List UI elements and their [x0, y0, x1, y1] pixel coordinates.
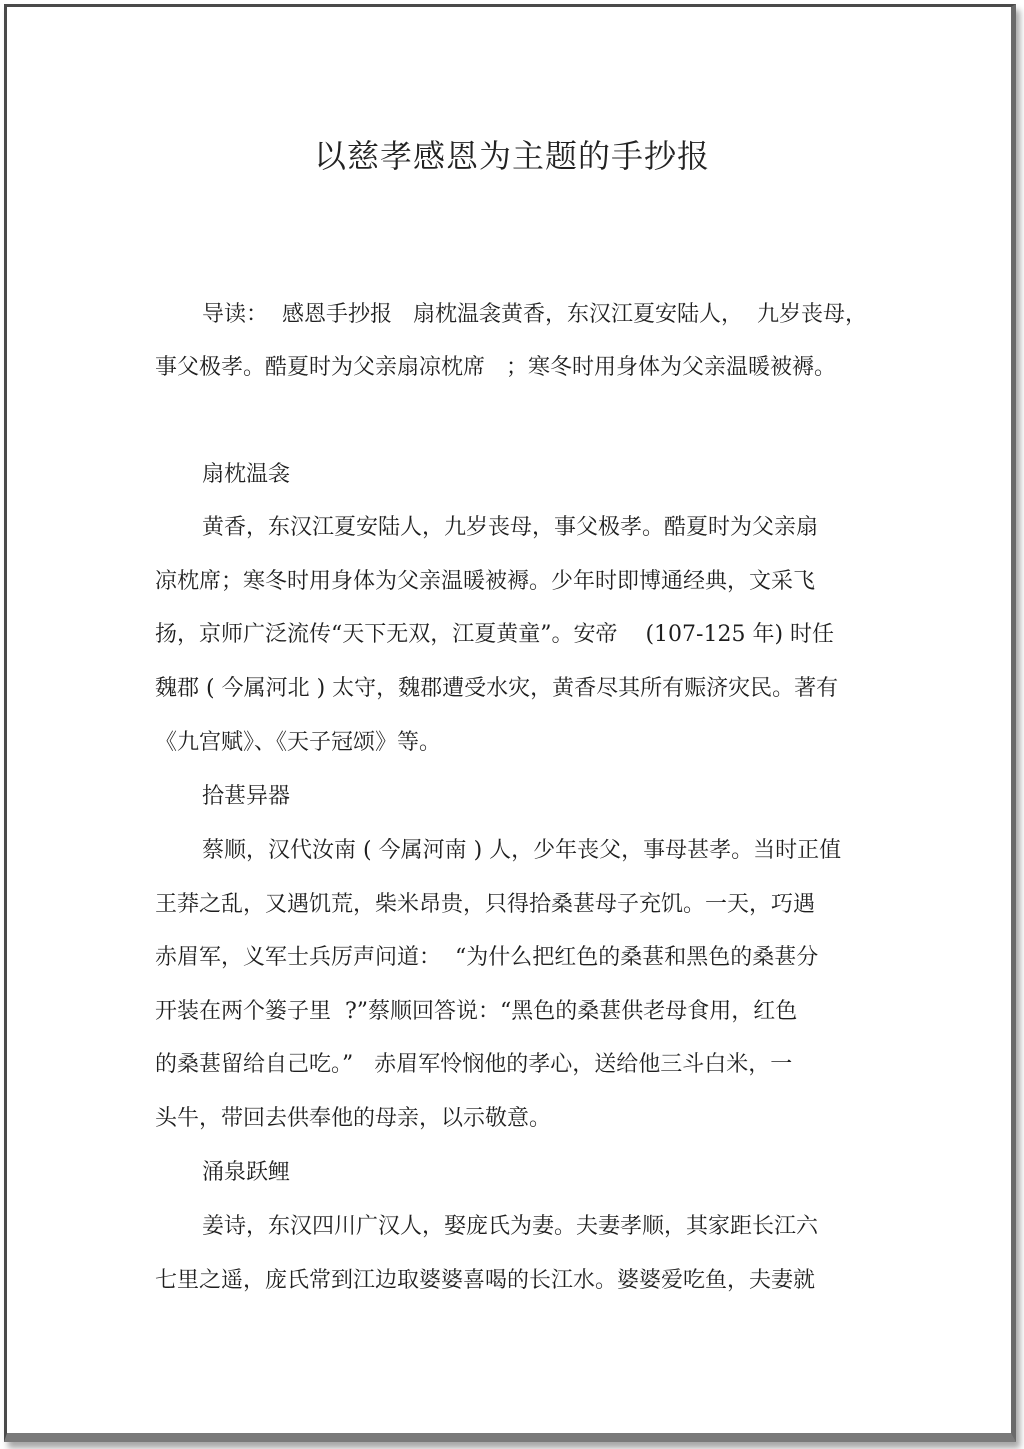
paragraph-line: 凉枕席；寒冬时用身体为父亲温暖被褥。少年时即博通经典，文采飞: [155, 569, 816, 594]
section-heading-shanzhen: 扇枕温衾: [202, 462, 291, 487]
paragraph-line: 姜诗，东汉四川广汉人，娶庞氏为妻。夫妻孝顺，其家距长江六: [202, 1214, 819, 1239]
paragraph-line: 黄香，东汉江夏安陆人，九岁丧母，事父极孝。酷夏时为父亲扇: [202, 515, 819, 540]
paragraph-line: 七里之遥，庞氏常到江边取婆婆喜喝的长江水。婆婆爱吃鱼，夫妻就: [155, 1268, 816, 1293]
paragraph-line: 魏郡 ( 今属河北 ) 太守，魏郡遭受水灾，黄香尽其所有赈济灾民。著有: [155, 676, 839, 701]
section-heading-yongquan: 涌泉跃鲤: [202, 1160, 291, 1185]
section-heading-shishen: 拾葚异器: [202, 784, 291, 809]
paragraph-line: 《九宫赋》、《天子冠颂》等。: [155, 730, 442, 755]
paragraph-line: 蔡顺，汉代汝南 ( 今属河南 ) 人，少年丧父，事母甚孝。当时正值: [202, 838, 842, 863]
intro-line-2: 事父极孝。酷夏时为父亲扇凉枕席 ；寒冬时用身体为父亲温暖被褥。: [155, 355, 836, 380]
paragraph-line: 赤眉军，义军士兵厉声问道： “为什么把红色的桑葚和黑色的桑葚分: [155, 945, 819, 970]
paragraph-line: 开装在两个篓子里 ?”蔡顺回答说：“黑色的桑葚供老母食用，红色: [155, 999, 798, 1024]
intro-line-1: 导读： 感恩手抄报 扇枕温衾黄香，东汉江夏安陆人， 九岁丧母，: [202, 302, 867, 327]
paragraph-line: 王莽之乱，又遇饥荒，柴米昂贵，只得拾桑葚母子充饥。一天，巧遇: [155, 892, 816, 917]
paragraph-line: 的桑葚留给自己吃。” 赤眉军怜悯他的孝心，送给他三斗白米，一: [155, 1052, 793, 1077]
paragraph-line: 头牛，带回去供奉他的母亲，以示敬意。: [155, 1106, 552, 1131]
paragraph-line: 扬，京师广泛流传“天下无双，江夏黄童”。安帝 (107-125 年) 时任: [155, 622, 835, 647]
page-title: 以慈孝感恩为主题的手抄报: [313, 137, 710, 175]
